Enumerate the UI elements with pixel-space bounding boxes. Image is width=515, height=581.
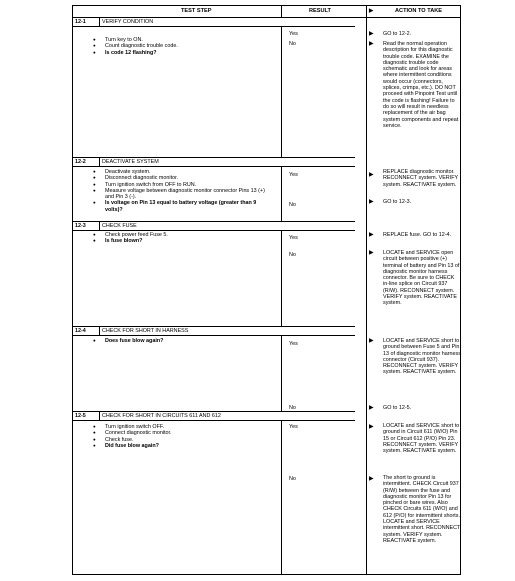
arrow-icon: ▶: [369, 476, 374, 482]
id-divider: [99, 222, 100, 230]
bullet-item: ● Measure voltage between diagnostic monitor connector Pins 13 (+) and Pin 3 (-).: [93, 188, 273, 201]
step-id: 12-4: [75, 328, 86, 334]
result-yes: Yes: [289, 424, 298, 430]
arrow-icon: ▶: [369, 250, 374, 256]
action-text: Read the normal operation description for this diagnostic trouble code. EXAMINE the diagnostic trouble code schematic and look for areas where intermittent conditions would occur (connectors, splices, crimps, etc.). DO NOT proceed with Pinpoint Test until the code is flashing! Failure to do so will result in needless replacement of the air bag system components and repeat service.: [383, 41, 459, 129]
bullet-item: ● Turn key to ON.: [93, 37, 273, 43]
pinpoint-test-table: [72, 5, 461, 575]
id-divider: [99, 158, 100, 166]
bullet-item: ● Turn ignition switch from OFF to RUN.: [93, 182, 273, 188]
result-no: No: [289, 41, 296, 47]
step-bullets-12-2: [93, 169, 273, 213]
step-title-12-3: [73, 221, 355, 231]
step-name: VERIFY CONDITION: [102, 19, 154, 25]
bullet-item: ● Turn ignition switch OFF.: [93, 424, 273, 430]
step-id: 12-2: [75, 159, 86, 165]
step-bullets-12-1: [93, 37, 273, 56]
arrow-icon: ▶: [369, 172, 374, 178]
bullet-item: ● Check fuse.: [93, 437, 273, 443]
step-bullets-12-3: [93, 232, 273, 245]
step-bullets-12-4: [93, 338, 273, 344]
action-text: The short to ground is intermittent. CHECK Circuit 937 (R/W) between the fuse and diagnostic monitor Pin 13 for pinched or bare wires. Also CHECK Circuits 611 (W/O) and 612 (P/O) for intermittent shorts. LOCATE and SERVICE intermittent short. RECONNECT system. VERIFY system. REACTIVATE system.: [383, 475, 461, 544]
bullet-question: ● Is voltage on Pin 13 equal to battery voltage (greater than 9 volts)?: [93, 200, 273, 213]
column-divider-result: [281, 6, 282, 574]
step-id: 12-3: [75, 223, 86, 229]
action-text: GO to 12-5.: [383, 405, 412, 411]
step-name: CHECK FOR SHORT IN CIRCUITS 611 AND 612: [102, 413, 221, 419]
bullet-item: ● Connect diagnostic monitor.: [93, 430, 273, 436]
step-id: 12-5: [75, 413, 86, 419]
action-text: GO to 12-2.: [383, 31, 412, 37]
result-yes: Yes: [289, 172, 298, 178]
arrow-icon: ▶: [369, 405, 374, 411]
column-divider-action: [366, 6, 367, 574]
id-divider: [99, 18, 100, 26]
arrow-icon: ▶: [369, 41, 374, 47]
header-arrow-icon: ▶: [369, 8, 374, 14]
arrow-icon: ▶: [369, 199, 374, 205]
step-name: DEACTIVATE SYSTEM: [102, 159, 159, 165]
action-text: REPLACE diagnostic monitor. RECONNECT system. VERIFY system. REACTIVATE system.: [383, 169, 458, 188]
bullet-question: ● Is fuse blown?: [93, 238, 273, 244]
step-title-12-1: [73, 17, 355, 27]
arrow-icon: ▶: [369, 338, 374, 344]
arrow-icon: ▶: [369, 424, 374, 430]
result-yes: Yes: [289, 341, 298, 347]
header-result: RESULT: [309, 8, 331, 14]
id-divider: [99, 327, 100, 335]
bullet-item: ● Check power feed Fuse 5.: [93, 232, 273, 238]
action-text: GO to 12-3.: [383, 199, 412, 205]
step-bullets-12-5: [93, 424, 273, 449]
result-no: No: [289, 476, 296, 482]
bullet-question: ● Is code 12 flashing?: [93, 50, 273, 56]
step-name: CHECK FUSE: [102, 223, 137, 229]
step-id: 12-1: [75, 19, 86, 25]
result-yes: Yes: [289, 235, 298, 241]
bullet-item: ● Disconnect diagnostic monitor.: [93, 175, 273, 181]
header-action: ACTION TO TAKE: [395, 8, 443, 14]
header-test-step: TEST STEP: [181, 8, 212, 14]
id-divider: [99, 412, 100, 420]
arrow-icon: ▶: [369, 232, 374, 238]
bullet-item: ● Deactivate system.: [93, 169, 273, 175]
action-text: LOCATE and SERVICE short to ground between Fuse 5 and Pin 13 of diagnostic monitor harness connector (Circuit 937). RECONNECT system. VERIFY system. REACTIVATE system.: [383, 338, 461, 376]
bullet-question: ● Did fuse blow again?: [93, 443, 273, 449]
step-title-12-2: [73, 157, 355, 167]
step-title-12-4: [73, 326, 355, 336]
action-text: REPLACE fuse. GO to 12-4.: [383, 232, 452, 238]
result-no: No: [289, 202, 296, 208]
step-name: CHECK FOR SHORT IN HARNESS: [102, 328, 189, 334]
bullet-item: ● Count diagnostic trouble code.: [93, 43, 273, 49]
result-no: No: [289, 252, 296, 258]
bullet-question: ● Does fuse blow again?: [93, 338, 273, 344]
arrow-icon: ▶: [369, 31, 374, 37]
result-yes: Yes: [289, 31, 298, 37]
result-no: No: [289, 405, 296, 411]
action-text: LOCATE and SERVICE short to ground in Circuit 611 (W/O) Pin 15 or Circuit 612 (P/O) Pin 23. RECONNECT system. VERIFY system. REACTIVATE system.: [383, 423, 460, 455]
step-title-12-5: [73, 411, 355, 421]
action-text: LOCATE and SERVICE open circuit between positive (+) terminal of battery and Pin 13 of diagnostic monitor harness connector. Be sure to CHECK in-line splice on Circuit 937 (R/W). RECONNECT system. VERIFY system. REACTIVATE system.: [383, 250, 460, 307]
